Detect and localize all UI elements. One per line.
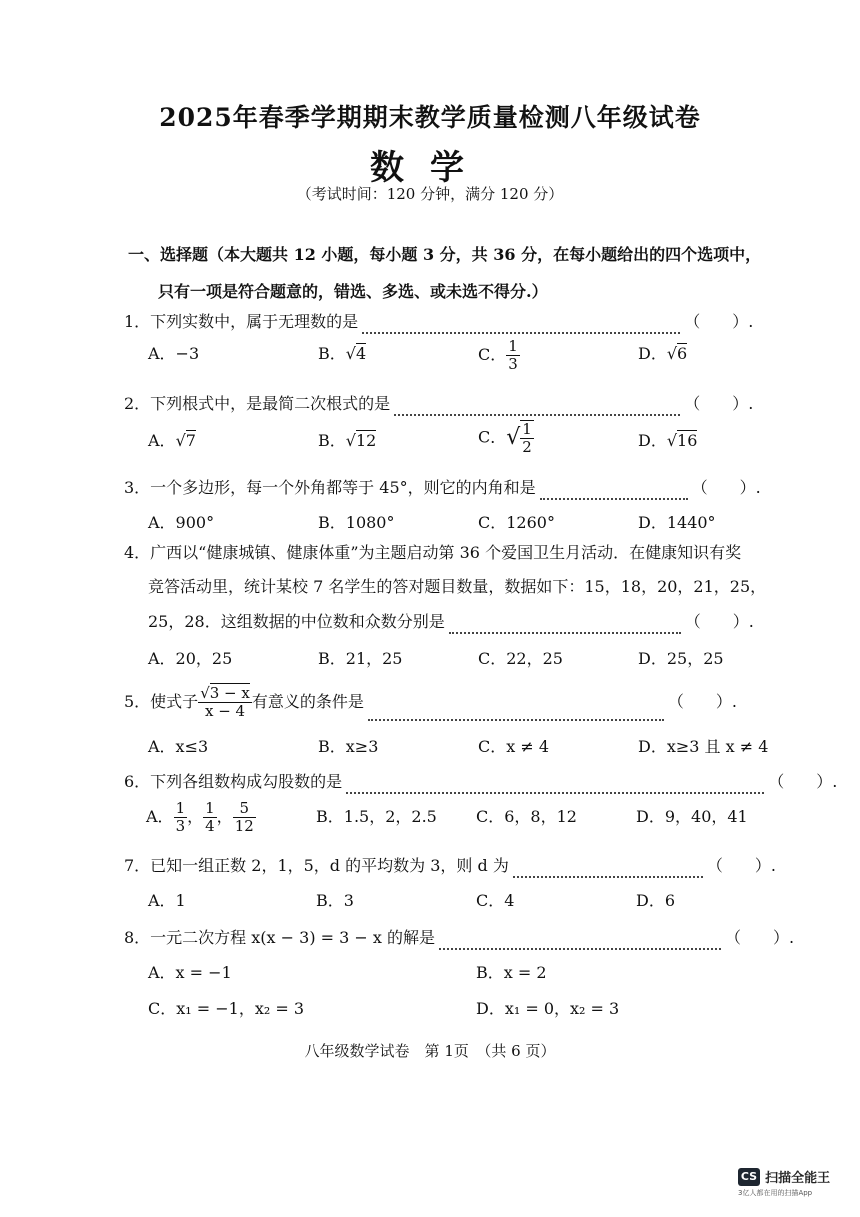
q3-option-a: A．900° [148, 513, 215, 532]
exam-info: （考试时间：120 分钟，满分 120 分） [296, 185, 564, 203]
fraction [233, 800, 256, 835]
q2-option-b: B．√12 [318, 431, 377, 450]
fraction [203, 800, 217, 835]
q7-option-a: A．1 [148, 891, 186, 910]
fraction [198, 685, 252, 720]
q7-option-d: D．6 [636, 891, 676, 910]
numerator: 1 [508, 337, 518, 355]
denominator: 2 [522, 438, 532, 456]
scanner-watermark [738, 1166, 830, 1198]
dot-leader [540, 486, 688, 500]
denominator: 3 [508, 355, 518, 373]
question-3-text: 3．一个多边形，每一个外角都等于 45°，则它的内角和是 [124, 478, 536, 497]
denominator: 12 [234, 817, 254, 835]
question-5-text: 5．使式子 [124, 692, 199, 711]
q4-option-b: B．21，25 [318, 649, 403, 668]
question-5-text-post: 有意义的条件是 [251, 692, 364, 711]
question-4-line1: 4．广西以“健康城镇、健康体重”为主题启动第 36 个爱国卫生月活动．在健康知识有奖 [124, 543, 742, 562]
fraction [174, 800, 188, 835]
q1-option-d: D．√6 [638, 344, 688, 363]
q2-option-c: C．√ $\frac{1}{2}$ [478, 420, 532, 456]
dot-leader [439, 936, 721, 950]
dot-leader [449, 620, 681, 634]
q8-option-a: A．x = −1 [148, 963, 232, 982]
q3-option-d: D．1440° [638, 513, 716, 532]
numerator: 1 [205, 799, 215, 817]
dot-leader [362, 320, 680, 334]
dot-leader [346, 780, 764, 794]
q6-option-c: C．6，8，12 [476, 807, 577, 826]
radicand: 12 [355, 431, 377, 450]
option-label: D． [638, 344, 667, 363]
section-heading-line1: 一、选择题（本大题共 12 小题，每小题 3 分，共 36 分，在每小题给出的四个选项中， [128, 245, 762, 264]
section-heading-line2: 只有一项是符合题意的，错选、多选、或未选不得分.） [158, 282, 548, 301]
answer-paren: （ ）. [768, 772, 838, 791]
question-1-stem [124, 310, 756, 334]
dot-leader [394, 402, 680, 416]
question-7-text: 7．已知一组正数 2，1，5，d 的平均数为 3，则 d 为 [124, 856, 509, 875]
option-label: D． [638, 431, 667, 450]
watermark-tagline: 3亿人都在用的扫描App [738, 1189, 813, 1197]
q5-option-a: A．x≤3 [148, 737, 209, 756]
q1-option-c [478, 338, 520, 373]
watermark-app-name: 扫描全能王 [765, 1171, 831, 1186]
answer-paren: （ ）. [684, 394, 754, 413]
denominator: x − 4 [204, 702, 246, 720]
q3-option-b: B．1080° [318, 513, 395, 532]
radicand: 6 [677, 344, 688, 363]
option-label: B． [318, 431, 346, 450]
camscanner-logo-icon: CS [738, 1168, 760, 1186]
dot-leader [368, 707, 664, 721]
numerator: 1 [175, 799, 186, 817]
dot-leader [513, 864, 703, 878]
q2-option-d: D．√16 [638, 431, 698, 450]
section-heading [128, 236, 768, 310]
radicand: 7 [185, 431, 196, 450]
q1-option-a: A．−3 [148, 344, 200, 363]
answer-paren: （ ）. [684, 612, 754, 631]
option-label: B． [318, 344, 346, 363]
question-2-stem [124, 392, 756, 416]
option-label: C． [478, 345, 507, 364]
exam-title: 2025年春季学期期末教学质量检测八年级试卷 [159, 103, 701, 132]
q8-option-c: C．x₁ = −1，x₂ = 3 [148, 999, 305, 1018]
q4-option-c: C．22，25 [478, 649, 563, 668]
question-7-stem [124, 854, 776, 878]
question-1-text: 1．下列实数中，属于无理数的是 [124, 312, 359, 331]
question-6-text: 6．下列各组数构成勾股数的是 [124, 772, 343, 791]
page-footer: 八年级数学试卷 第 1页 （共 6 页） [304, 1042, 556, 1060]
question-8-stem [124, 926, 795, 950]
denominator: 3 [175, 817, 186, 835]
q7-option-b: B．3 [316, 891, 354, 910]
option-label: A． [146, 807, 174, 826]
question-5-stem [124, 683, 756, 721]
numerator: 5 [233, 800, 256, 818]
question-4-line2: 竞答活动里，统计某校 7 名学生的答对题目数量，数据如下：15，18，20，21，25， [148, 577, 767, 596]
question-2-text: 2．下列根式中，是最简二次根式的是 [124, 394, 391, 413]
fraction [520, 420, 534, 456]
numerator: √3 − x [200, 684, 250, 702]
answer-paren: （ ）. [725, 928, 795, 947]
question-8-text: 8．一元二次方程 x(x − 3) = 3 − x 的解是 [124, 928, 436, 947]
option-label: A． [148, 431, 176, 450]
q4-option-a: A．20，25 [148, 649, 233, 668]
radicand: 16 [677, 431, 698, 450]
question-4-line3 [124, 610, 780, 634]
question-3-stem [124, 476, 761, 500]
answer-paren: （ ）. [706, 856, 776, 875]
answer-paren: （ ）. [691, 478, 761, 497]
subject-title: 数学 [370, 148, 490, 188]
radicand: 4 [355, 344, 367, 363]
q3-option-c: C．1260° [478, 513, 555, 532]
q5-option-d: D．x≥3 且 x ≠ 4 [638, 737, 769, 756]
fraction [506, 338, 520, 373]
question-6-stem [124, 770, 838, 794]
q1-option-b: B．√4 [318, 344, 367, 363]
q2-option-a: A．√7 [148, 431, 196, 450]
q6-option-a: A． $\frac{1}{3}$ ， $\frac{1}{4}$ ， $\frac{5}{12}$ [146, 799, 254, 835]
q6-option-d: D．9，40，41 [636, 807, 748, 826]
q5-option-b: B．x≥3 [318, 737, 379, 756]
q6-option-b: B．1.5，2，2.5 [316, 807, 437, 826]
q8-option-b: B．x = 2 [476, 963, 547, 982]
answer-paren: （ ）. [667, 692, 737, 711]
option-label: C． [478, 427, 507, 447]
radicand: 3 − x [209, 684, 250, 702]
numerator: 1 [522, 420, 532, 438]
q8-option-d: D．x₁ = 0，x₂ = 3 [476, 999, 620, 1018]
question-4-text: 25，28．这组数据的中位数和众数分别是 [148, 612, 445, 631]
q7-option-c: C．4 [476, 891, 515, 910]
q5-option-c: C．x ≠ 4 [478, 737, 550, 756]
answer-paren: （ ）. [684, 312, 754, 331]
q4-option-d: D．25，25 [638, 649, 724, 668]
denominator: 4 [205, 817, 215, 835]
